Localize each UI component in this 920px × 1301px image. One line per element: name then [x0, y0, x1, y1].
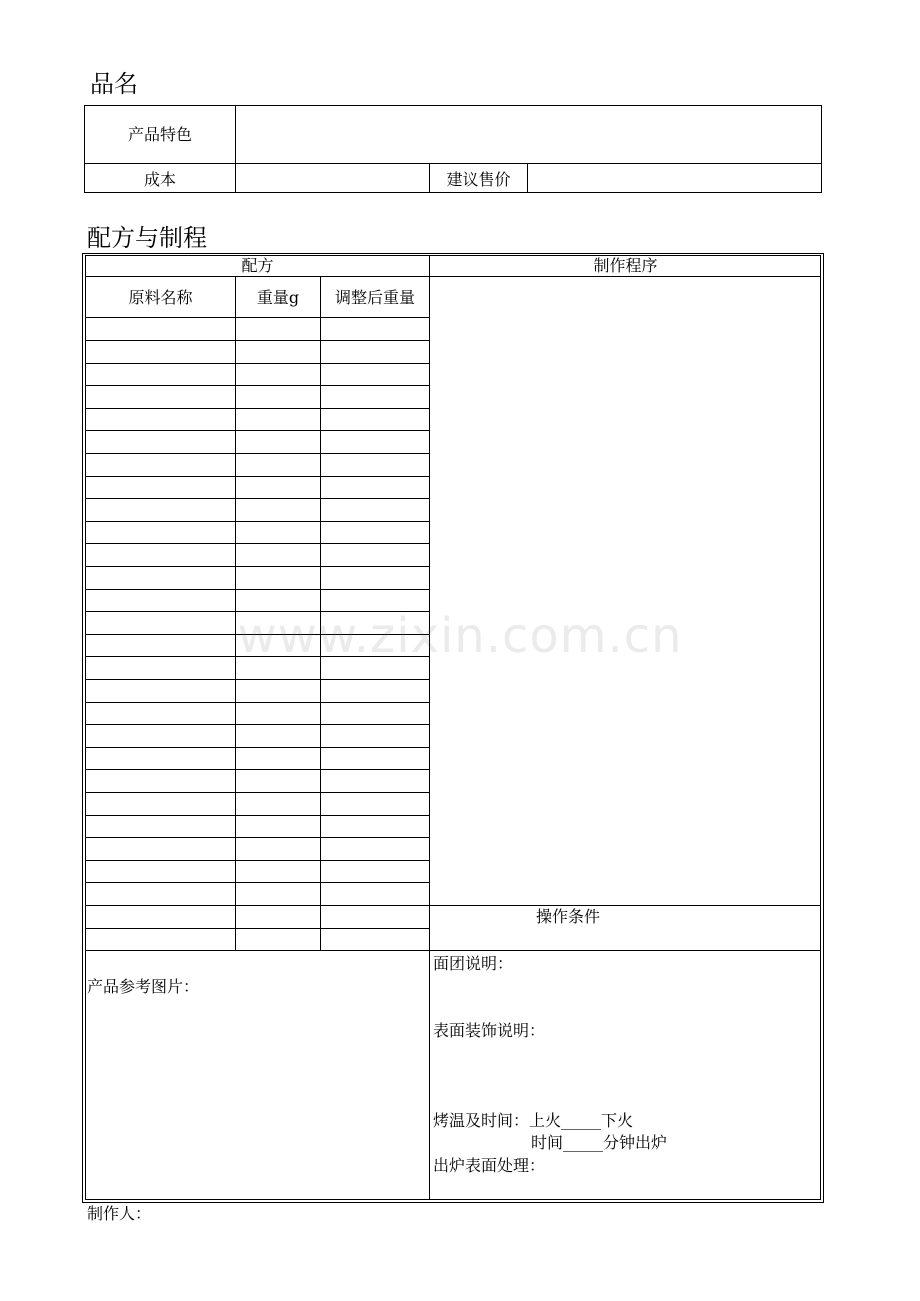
watermark: www.zixin.com.cn: [237, 608, 683, 664]
ingredient-row[interactable]: [86, 499, 429, 522]
product-feature-value[interactable]: [236, 106, 821, 163]
ingredient-row[interactable]: [86, 747, 429, 770]
ingredient-row[interactable]: [86, 793, 429, 816]
recipe-header: 配方: [241, 256, 274, 275]
column-ingredient-name: 原料名称: [128, 288, 193, 307]
ingredient-row[interactable]: [86, 883, 429, 906]
suggested-price-label: 建议售价: [446, 170, 511, 189]
ingredient-row[interactable]: [86, 386, 429, 409]
ingredient-row[interactable]: [86, 612, 429, 635]
procedure-area[interactable]: [430, 277, 821, 905]
finish-note-label: 出炉表面处理：: [433, 1156, 546, 1175]
ingredient-row[interactable]: [86, 702, 429, 725]
ingredient-row[interactable]: [86, 770, 429, 793]
ingredient-row[interactable]: [86, 838, 429, 861]
bake-temp-time-line: 烤温及时间：上火_____下火: [433, 1111, 634, 1130]
ingredient-row[interactable]: [86, 815, 429, 838]
operating-conditions-label: 操作条件: [535, 907, 600, 926]
recipe-section-title: 配方与制程: [87, 224, 207, 252]
ingredient-row[interactable]: [86, 454, 429, 477]
suggested-price-value[interactable]: [528, 164, 821, 192]
ingredient-row[interactable]: [86, 431, 429, 454]
ingredient-row[interactable]: [86, 363, 429, 386]
product-photo-area[interactable]: [86, 1000, 429, 1199]
column-weight: 重量g: [256, 288, 300, 307]
ingredient-row[interactable]: [86, 589, 429, 612]
decoration-note-label: 表面装饰说明：: [433, 1021, 546, 1040]
product-photo-label: 产品参考图片：: [87, 977, 200, 996]
ingredient-row[interactable]: [86, 928, 429, 951]
ingredient-row[interactable]: [86, 544, 429, 567]
ingredient-row[interactable]: [86, 657, 429, 680]
procedure-header: 制作程序: [593, 256, 658, 275]
ingredient-row[interactable]: [86, 725, 429, 748]
ingredient-row[interactable]: [86, 906, 429, 929]
ingredient-row[interactable]: [86, 318, 429, 341]
cost-label: 成本: [143, 170, 176, 189]
maker-label: 制作人：: [87, 1204, 152, 1223]
bake-time-line: 时间_____分钟出炉: [531, 1133, 668, 1152]
ingredient-row[interactable]: [86, 521, 429, 544]
ingredient-row[interactable]: [86, 634, 429, 657]
dough-note-label: 面团说明：: [433, 954, 514, 973]
cost-value[interactable]: [236, 164, 429, 192]
product-feature-label: 产品特色: [127, 125, 192, 144]
ingredient-row[interactable]: [86, 341, 429, 364]
column-adjusted-weight: 调整后重量: [334, 288, 415, 307]
ingredient-row[interactable]: [86, 567, 429, 590]
ingredient-row[interactable]: [86, 408, 429, 431]
ingredient-row[interactable]: [86, 860, 429, 883]
ingredient-row[interactable]: [86, 680, 429, 703]
product-name-label: 品名: [90, 70, 138, 98]
ingredient-row[interactable]: [86, 476, 429, 499]
